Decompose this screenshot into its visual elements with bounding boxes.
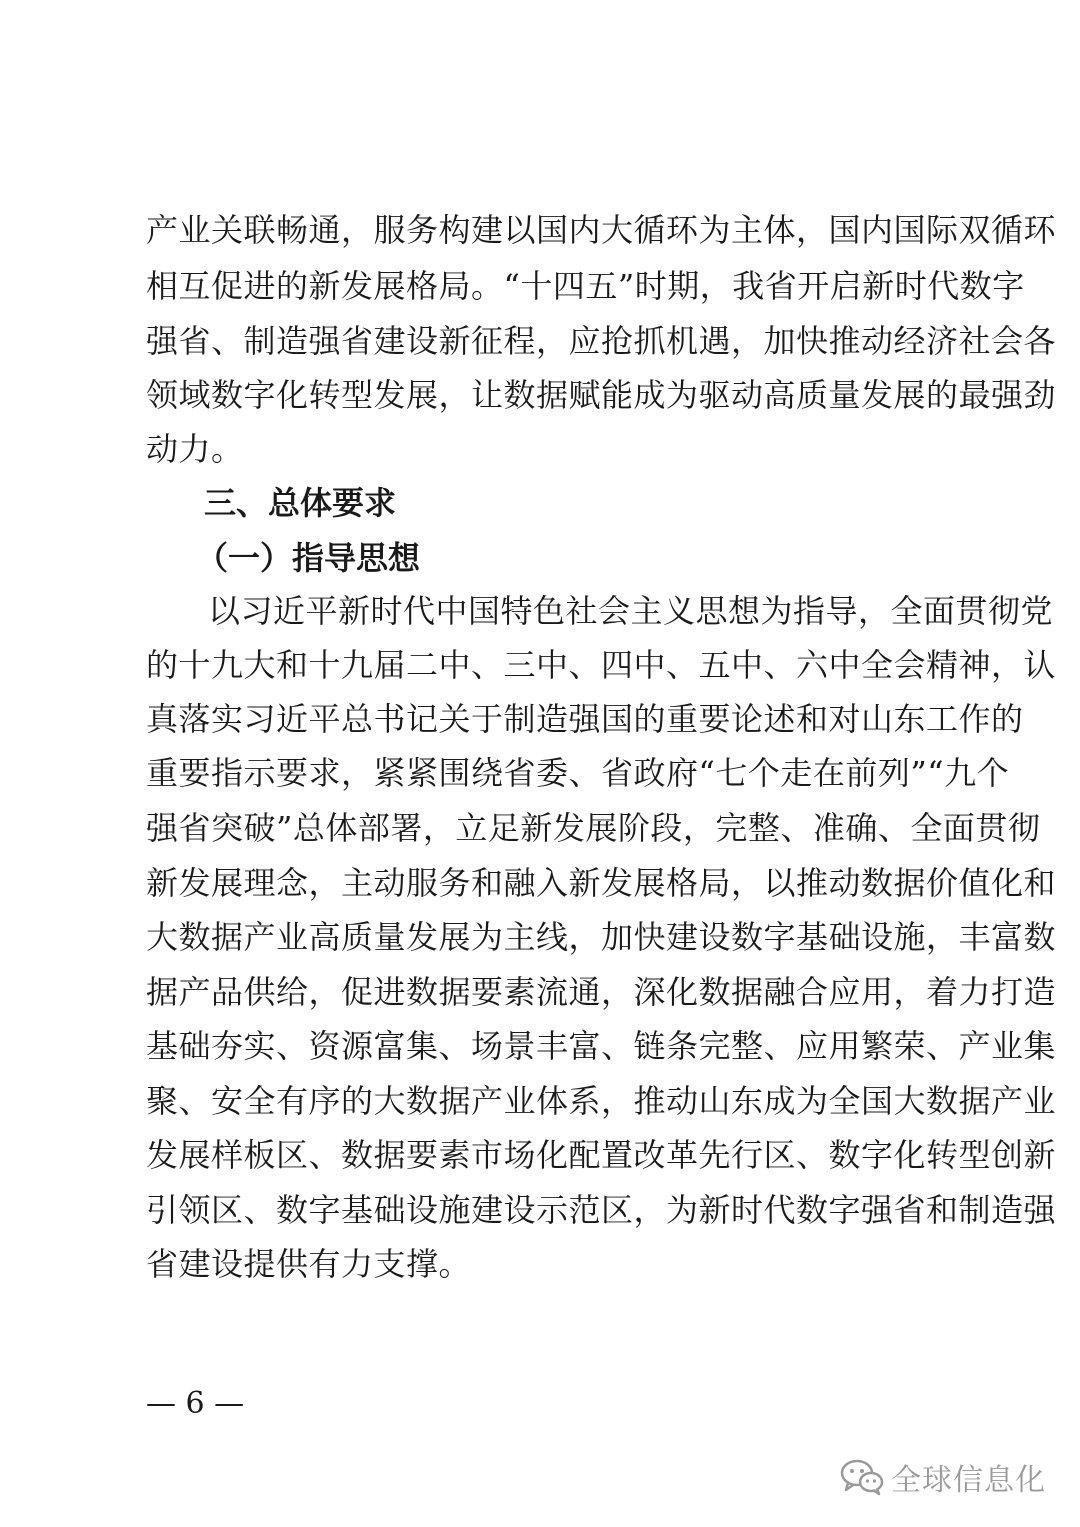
paragraph-2-line-1: 以习近平新时代中国特色社会主义思想为指导，全面贯彻党	[208, 592, 1054, 630]
paragraph-2-line-5: 强省突破”总体部署，立足新发展阶段，完整、准确、全面贯彻	[146, 809, 1041, 847]
paragraph-2-line-13: 省建设提供有力支撑。	[146, 1245, 472, 1283]
subsection-heading: （一）指导思想	[196, 539, 421, 577]
section-heading: 三、总体要求	[204, 484, 397, 522]
paragraph-2-line-12: 引领区、数字基础设施建设示范区，为新时代数字强省和制造强	[146, 1191, 1057, 1229]
page-number: — 6 —	[146, 1386, 245, 1421]
paragraph-2-line-8: 据产品供给，促进数据要素流通，深化数据融合应用，着力打造	[146, 973, 1057, 1011]
paragraph-2-line-6: 新发展理念，主动服务和融入新发展格局，以推动数据价值化和	[146, 864, 1057, 902]
paragraph-1-line-5: 动力。	[146, 430, 244, 468]
watermark	[839, 1454, 1046, 1500]
watermark-text: 全球信息化	[891, 1463, 1046, 1498]
paragraph-2-line-3: 真落实习近平总书记关于制造强国的重要论述和对山东工作的	[146, 700, 1024, 738]
paragraph-2-line-11: 发展样板区、数据要素市场化配置改革先行区、数字化转型创新	[146, 1136, 1057, 1174]
paragraph-1-line-4: 领域数字化转型发展，让数据赋能成为驱动高质量发展的最强劲	[146, 376, 1057, 414]
paragraph-1-line-1: 产业关联畅通，服务构建以国内大循环为主体，国内国际双循环	[146, 211, 1057, 249]
wechat-icon	[839, 1457, 885, 1497]
paragraph-1-line-3: 强省、制造强省建设新征程，应抢抓机遇，加快推动经济社会各	[146, 322, 1057, 360]
paragraph-2-line-9: 基础夯实、资源富集、场景丰富、链条完整、应用繁荣、产业集	[146, 1027, 1057, 1065]
paragraph-2-line-2: 的十九大和十九届二中、三中、四中、五中、六中全会精神，认	[146, 646, 1057, 684]
paragraph-2-line-10: 聚、安全有序的大数据产业体系，推动山东成为全国大数据产业	[146, 1082, 1057, 1120]
paragraph-2-line-7: 大数据产业高质量发展为主线，加快建设数字基础设施，丰富数	[146, 918, 1057, 956]
paragraph-2-line-4: 重要指示要求，紧紧围绕省委、省政府“七个走在前列”“九个	[146, 754, 1010, 792]
paragraph-1-line-2: 相互促进的新发展格局。“十四五”时期，我省开启新时代数字	[146, 267, 1025, 305]
